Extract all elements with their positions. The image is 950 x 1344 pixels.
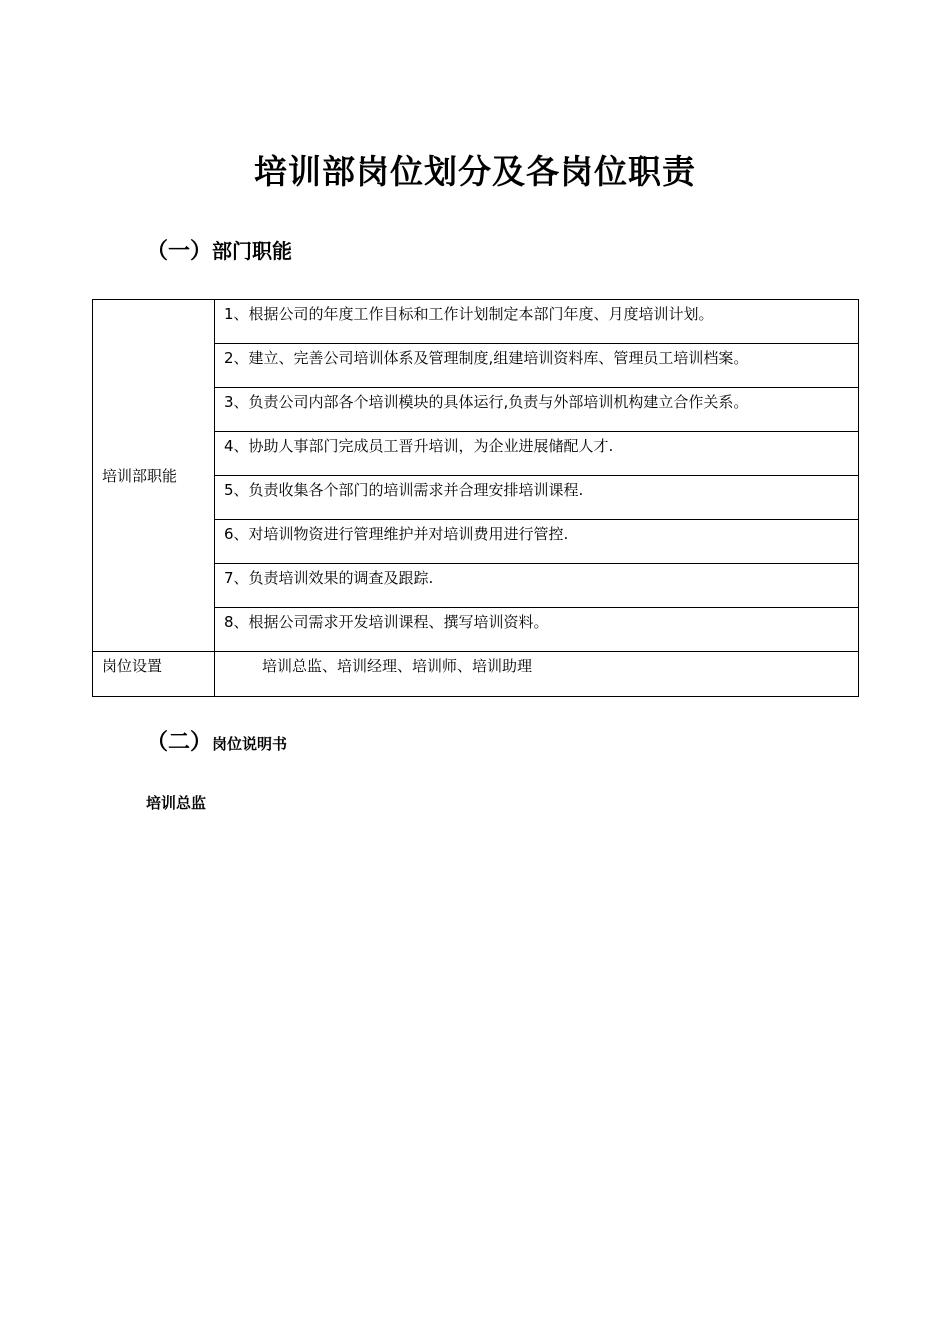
table-row [93, 652, 859, 697]
table-row [93, 300, 859, 344]
duty-item: 6、对培训物资进行管理维护并对培训费用进行管控. [215, 520, 859, 564]
subheading-training-director: 培训总监 [146, 794, 207, 812]
duty-item: 3、负责公司内部各个培训模块的具体运行,负责与外部培训机构建立合作关系。 [215, 388, 859, 432]
section-heading-job-descriptions [146, 728, 287, 759]
duty-item: 8、根据公司需求开发培训课程、撰写培训资料。 [215, 608, 859, 652]
section-heading-department-functions [146, 236, 292, 268]
section-number: （二） [146, 730, 213, 755]
positions-value-cell: 培训总监、培训经理、培训师、培训助理 [215, 652, 859, 697]
section-label: 岗位说明书 [212, 735, 288, 753]
positions-label-cell: 岗位设置 [93, 652, 215, 697]
duty-item: 4、协助人事部门完成员工晋升培训，为企业进展储配人才. [215, 432, 859, 476]
section-number: （一） [146, 239, 213, 264]
duty-item: 5、负责收集各个部门的培训需求并合理安排培训课程. [215, 476, 859, 520]
duty-item: 7、负责培训效果的调查及跟踪. [215, 564, 859, 608]
department-functions-table [92, 299, 859, 697]
duty-item: 1、根据公司的年度工作目标和工作计划制定本部门年度、月度培训计划。 [215, 300, 859, 344]
duty-item: 2、建立、完善公司培训体系及管理制度,组建培训资料库、管理员工培训档案。 [215, 344, 859, 388]
duties-label-cell: 培训部职能 [93, 300, 215, 652]
page-title: 培训部岗位划分及各岗位职责 [254, 152, 696, 191]
section-label: 部门职能 [212, 239, 293, 263]
